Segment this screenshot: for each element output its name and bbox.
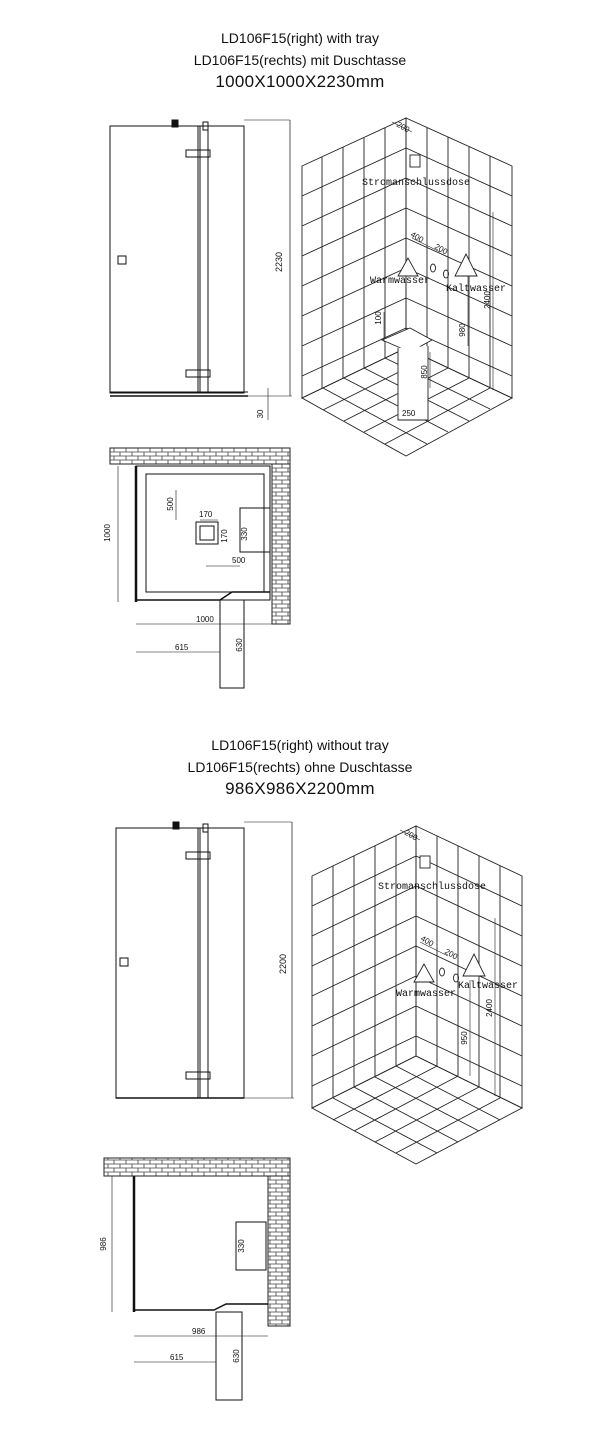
plan-dim-630: 630 (235, 638, 244, 652)
iso-dim-2400: 2400 (485, 999, 494, 1017)
stabilizer-clamp (173, 822, 179, 829)
plan-dim-depth: 986 (99, 1237, 108, 1251)
drain-outer (196, 522, 218, 544)
side-wall-brick (268, 1176, 290, 1326)
title-en-without-tray: LD106F15(right) without tray (211, 737, 389, 753)
fixed-glass-line (134, 1304, 268, 1310)
iso-dim-100: 100 (374, 311, 383, 325)
plan-dim-330: 330 (237, 1239, 246, 1253)
warm-water-label: Warmwasser (396, 989, 457, 1000)
iso-dim-400: 400 (419, 933, 436, 949)
title-en-with-tray: LD106F15(right) with tray (221, 30, 379, 46)
cold-water-warning-icon (455, 254, 477, 276)
title-de-without-tray: LD106F15(rechts) ohne Duschtasse (187, 759, 413, 775)
door-handle-icon (118, 256, 126, 264)
left-wall (302, 118, 406, 398)
back-wall-brick (104, 1158, 290, 1176)
door-handle-icon (120, 958, 128, 966)
iso-dim-top: 200 (395, 119, 412, 135)
plan-dim-500a: 500 (166, 497, 175, 511)
iso-dim-850: 850 (420, 365, 429, 379)
floor (312, 1056, 522, 1164)
iso-dim-400: 400 (409, 229, 426, 245)
plan-with-tray (103, 448, 290, 688)
glass-door-panel (116, 828, 200, 1098)
elevation-without-tray (116, 822, 294, 1098)
iso-dim-top: 200 (403, 827, 420, 843)
plan-dim-330: 330 (240, 527, 249, 541)
plan-dim-width: 986 (192, 1327, 206, 1336)
iso-dim-250: 250 (402, 409, 416, 418)
warm-water-warning-icon (414, 964, 434, 982)
warm-valve-icon (440, 968, 445, 976)
iso-dim-950: 950 (460, 1031, 469, 1045)
size-without-tray: 986X986X2200mm (225, 779, 375, 798)
warm-water-label: Warmwasser (370, 276, 431, 287)
glass-door-panel (110, 126, 200, 393)
stabilizer-clamp (172, 120, 178, 127)
cold-water-warning-icon (463, 954, 485, 976)
cold-water-label: Kaltwasser (446, 284, 507, 295)
power-socket-icon (420, 856, 430, 868)
title-de-with-tray: LD106F15(rechts) mit Duschtasse (193, 52, 407, 68)
side-wall-brick (272, 464, 290, 624)
iso-dim-980: 980 (458, 323, 467, 337)
power-socket-label: Stromanschlussdose (362, 178, 471, 189)
plan-dim-depth: 1000 (103, 524, 112, 542)
plan-dim-170w: 170 (199, 510, 213, 519)
fixed-glass-panel (208, 126, 244, 393)
plan-dim-500b: 500 (232, 556, 246, 565)
height-dimension-label: 2230 (274, 251, 284, 273)
back-wall-brick (110, 448, 290, 464)
iso-dim-200: 200 (443, 946, 460, 962)
plan-without-tray (99, 1158, 290, 1400)
size-with-tray: 1000X1000X2230mm (215, 72, 385, 91)
drain-icon (200, 526, 214, 540)
elevation-with-tray (110, 120, 292, 420)
plan-dim-width: 1000 (196, 615, 214, 624)
left-wall (312, 826, 416, 1108)
tray-dimension-label: 30 (256, 409, 265, 419)
plan-dim-615: 615 (175, 643, 189, 652)
iso-dim-200: 200 (433, 241, 450, 257)
fixed-glass-panel (208, 828, 244, 1098)
height-dimension-label: 2200 (278, 953, 288, 975)
plan-dim-630: 630 (232, 1349, 241, 1363)
cold-water-label: Kaltwasser (458, 981, 519, 992)
power-socket-icon (410, 155, 420, 167)
fixed-glass-line (136, 592, 270, 600)
warm-water-warning-icon (398, 258, 418, 276)
plan-dim-615: 615 (170, 1353, 184, 1362)
power-socket-label: Stromanschlussdose (378, 882, 487, 893)
warm-valve-icon (431, 264, 436, 272)
iso-dim-2400: 2400 (483, 291, 492, 309)
tray-outline (136, 466, 270, 600)
plan-dim-170h: 170 (220, 529, 229, 543)
